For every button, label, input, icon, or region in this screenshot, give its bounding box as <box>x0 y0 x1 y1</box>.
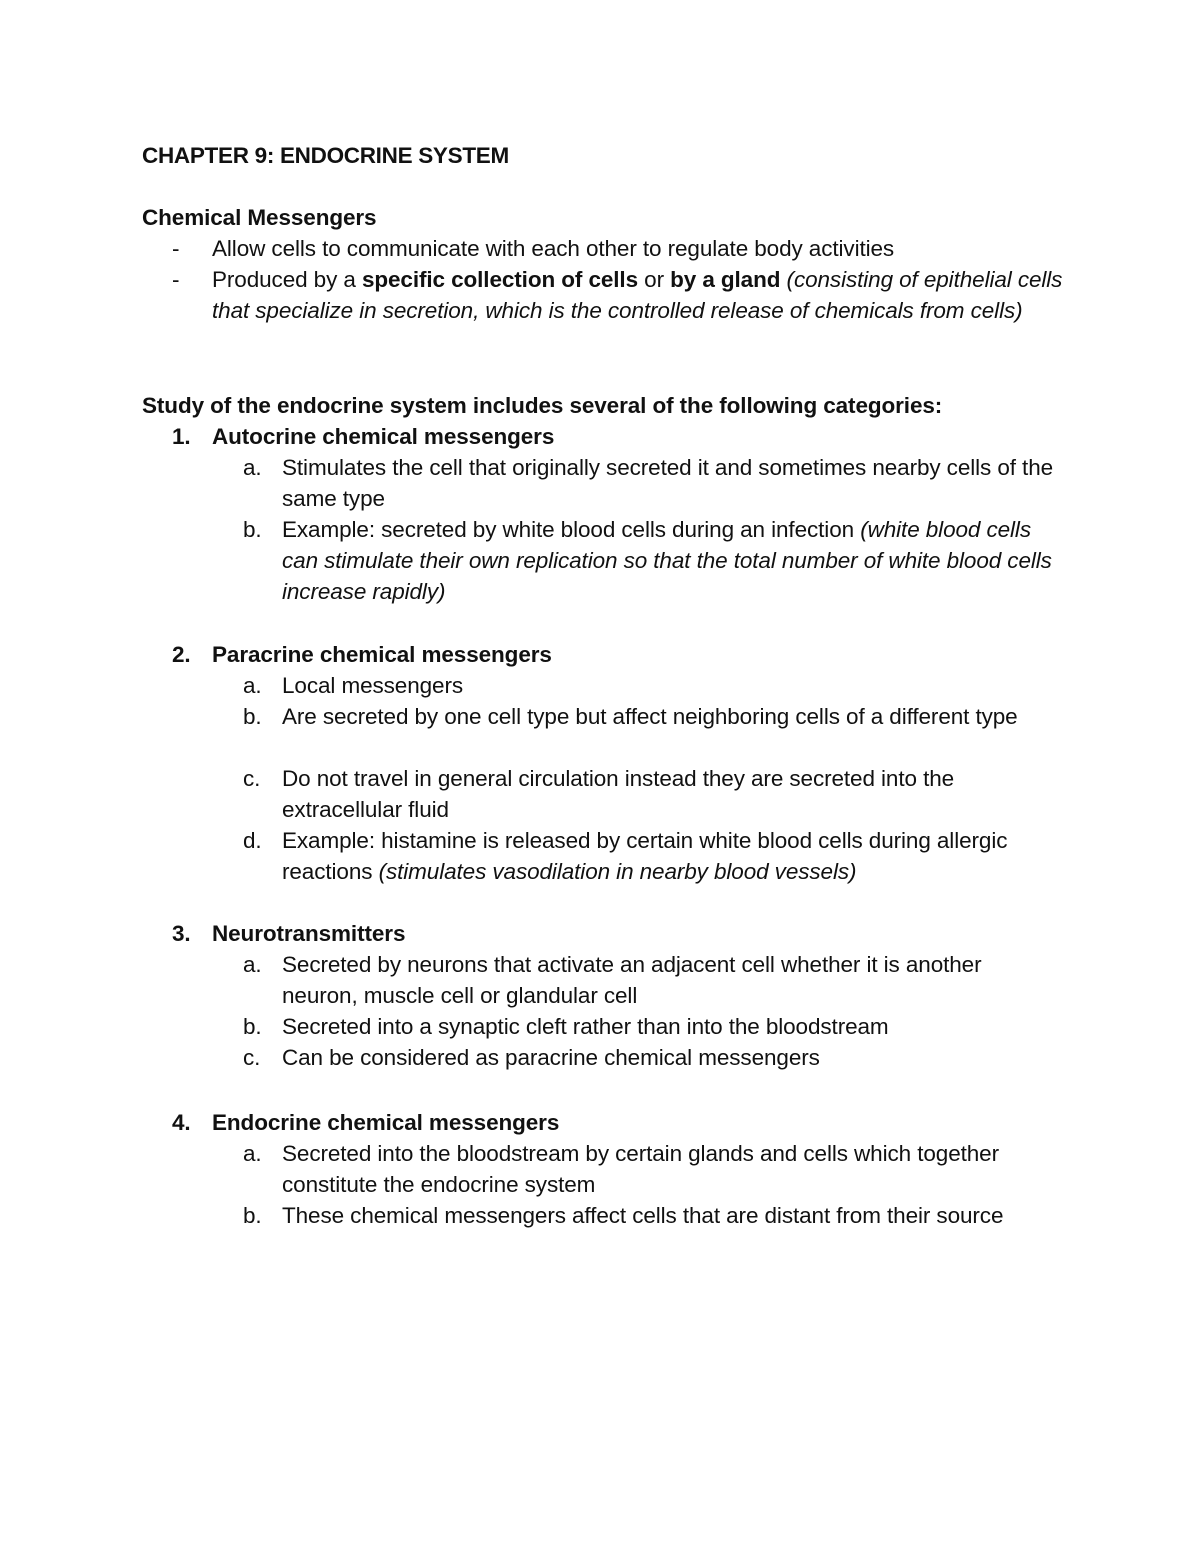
list-item-text <box>282 514 1052 607</box>
text-run: Secreted into a synaptic cleft rather than into the bloodstream <box>282 1014 889 1039</box>
text-run: Secreted into the bloodstream by certain glands and cells which together constitute the endocrine system <box>282 1141 999 1197</box>
list-marker: a. <box>243 1141 262 1166</box>
text-run: Can be considered as paracrine chemical messengers <box>282 1045 820 1070</box>
list-item-text <box>282 825 1067 887</box>
list-item <box>172 233 1072 264</box>
category-number: 1. <box>172 424 191 449</box>
list-item <box>243 763 1083 825</box>
list-item-text <box>282 1042 1083 1073</box>
category-heading-neurotransmitters <box>172 918 405 949</box>
list-marker: d. <box>243 828 262 853</box>
list-item <box>243 949 1083 1011</box>
text-run: Do not travel in general circulation instead they are secreted into the extracellular fluid <box>282 766 955 822</box>
list-item-text <box>282 1138 1052 1200</box>
list-item-text <box>212 264 1067 326</box>
list-marker: b. <box>243 1203 262 1228</box>
section-heading-chemical-messengers: Chemical Messengers <box>142 205 377 230</box>
category-title: Paracrine chemical messengers <box>212 642 552 667</box>
text-run: Are secreted by one cell type but affect neighboring cells of a different type <box>282 704 1018 729</box>
bold-text: specific collection of cells <box>361 267 638 292</box>
list-marker: a. <box>243 455 262 480</box>
text-run: Secreted by neurons that activate an adjacent cell whether it is another neuron, muscle cell or glandular cell <box>282 952 982 1008</box>
list-marker: - <box>172 236 180 261</box>
text-run: Local messengers <box>282 673 463 698</box>
category-number: 3. <box>172 921 191 946</box>
list-item-text: Allow cells to communicate with each other to regulate body activities <box>212 236 895 261</box>
list-marker: - <box>172 267 180 292</box>
list-item <box>243 1138 1083 1200</box>
list-marker: c. <box>243 766 261 791</box>
list-item <box>243 452 1083 514</box>
category-title: Neurotransmitters <box>212 921 406 946</box>
list-item <box>172 264 1072 326</box>
category-heading-endocrine <box>172 1107 559 1138</box>
italic-note: (white blood cells can stimulate their own replication so that the total number of white blood cells increase rapidly) <box>282 517 1052 604</box>
italic-note: (stimulates vasodilation in nearby blood vessels) <box>378 859 857 884</box>
italic-note: (consisting of epithelial cells that specialize in secretion, which is the controlled release of chemicals from cells) <box>212 267 1063 323</box>
list-item <box>243 825 1083 887</box>
text-run: Example: secreted by white blood cells during an infection <box>282 517 861 542</box>
list-item-text <box>282 452 1083 514</box>
text-run: Produced by a <box>212 267 362 292</box>
category-title: Autocrine chemical messengers <box>212 424 555 449</box>
study-heading: Study of the endocrine system includes several of the following categories: <box>142 393 943 418</box>
bold-text: by a gland <box>670 267 781 292</box>
list-marker: b. <box>243 517 262 542</box>
category-heading-paracrine <box>172 639 552 670</box>
list-marker: c. <box>243 1045 261 1070</box>
list-item <box>243 701 1083 732</box>
chapter-title: CHAPTER 9: ENDOCRINE SYSTEM <box>142 143 509 168</box>
category-number: 4. <box>172 1110 191 1135</box>
list-item-text <box>282 701 1022 732</box>
list-item <box>243 1200 1083 1231</box>
list-item-text <box>282 1011 1083 1042</box>
category-number: 2. <box>172 642 191 667</box>
list-item-text <box>282 1200 1082 1231</box>
text-run: Example: histamine is released by certain white blood cells during allergic reactions <box>282 828 1008 884</box>
category-title: Endocrine chemical messengers <box>212 1110 560 1135</box>
list-marker: a. <box>243 673 262 698</box>
category-heading-autocrine <box>172 421 554 452</box>
text-run: Stimulates the cell that originally secreted it and sometimes nearby cells of the same type <box>282 455 1054 511</box>
list-item-text <box>282 670 1083 701</box>
list-item-text <box>282 763 1012 825</box>
list-item-text <box>282 949 1052 1011</box>
list-marker: b. <box>243 1014 262 1039</box>
list-item <box>243 514 1083 607</box>
list-item <box>243 670 1083 701</box>
list-item <box>243 1042 1083 1073</box>
list-marker: a. <box>243 952 262 977</box>
list-marker: b. <box>243 704 262 729</box>
text-run: or <box>638 267 671 292</box>
text-run: These chemical messengers affect cells that are distant from their source <box>282 1203 1004 1228</box>
list-item <box>243 1011 1083 1042</box>
